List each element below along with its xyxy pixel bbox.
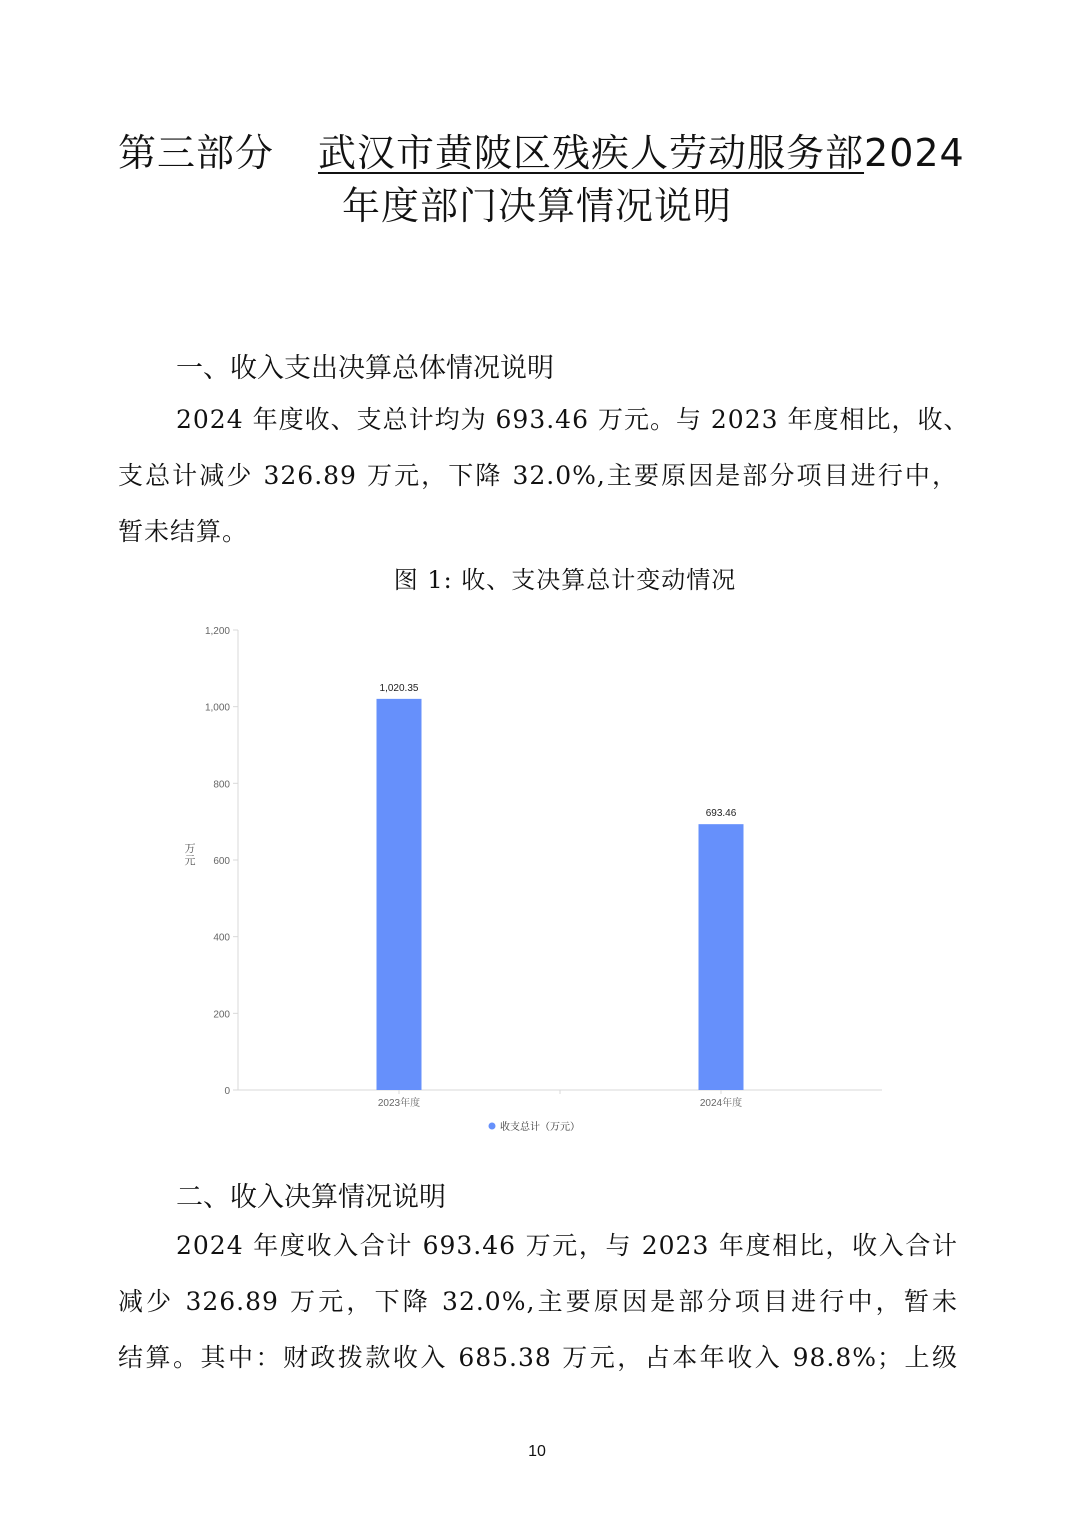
paragraph-line: 支总计减少 326.89 万元，下降 32.0%,主要原因是部分项目进行中，: [118, 461, 958, 490]
legend-marker: [489, 1123, 496, 1130]
bar: [377, 699, 422, 1090]
data-label: 1,020.35: [379, 682, 419, 694]
bar-chart: [170, 615, 900, 1145]
title-year: 2024: [864, 131, 965, 175]
paragraph-line: 暂未结算。: [118, 517, 249, 546]
paragraph-line: 2024 年度收、支总计均为 693.46 万元。与 2023 年度相比，收、: [176, 405, 970, 434]
title-part-prefix: 第三部分: [118, 131, 275, 175]
document-title-line-1: [118, 122, 1074, 177]
y-tick-label: 1,200: [204, 626, 230, 637]
paragraph-line: 减少 326.89 万元，下降 32.0%,主要原因是部分项目进行中，暂未: [118, 1287, 958, 1316]
y-tick-label: 800: [213, 779, 230, 791]
section-1-heading: 一、收入支出决算总体情况说明: [176, 353, 554, 384]
y-tick-label: 0: [224, 1086, 230, 1097]
paragraph-line: 2024 年度收入合计 693.46 万元，与 2023 年度相比，收入合计: [176, 1231, 958, 1260]
paragraph-line: 结算。其中：财政拨款收入 685.38 万元，占本年收入 98.8%；上级: [118, 1343, 958, 1372]
section-1-paragraph: [118, 392, 970, 560]
figure-caption: 图 1: 收、支决算总计变动情况: [393, 566, 737, 594]
data-label: 693.46: [705, 808, 737, 820]
y-tick-label: 1,000: [204, 702, 230, 714]
y-axis-label: 万元: [184, 843, 196, 867]
y-tick-label: 400: [213, 932, 230, 944]
section-2-heading: 二、收入决算情况说明: [176, 1182, 446, 1213]
bar: [699, 824, 744, 1090]
page-number: 10: [528, 1443, 546, 1460]
y-tick-label: 600: [213, 856, 230, 867]
section-2-paragraph: [118, 1218, 958, 1386]
x-tick-label: 2023年度: [377, 1098, 421, 1109]
legend-label: 收支总计（万元）: [500, 1122, 580, 1133]
title-organization: 武汉市黄陂区残疾人劳动服务部: [318, 131, 865, 175]
document-title-line-2: 年度部门决算情况说明: [341, 184, 732, 228]
y-tick-label: 200: [213, 1009, 230, 1021]
x-tick-label: 2024年度: [699, 1098, 743, 1109]
